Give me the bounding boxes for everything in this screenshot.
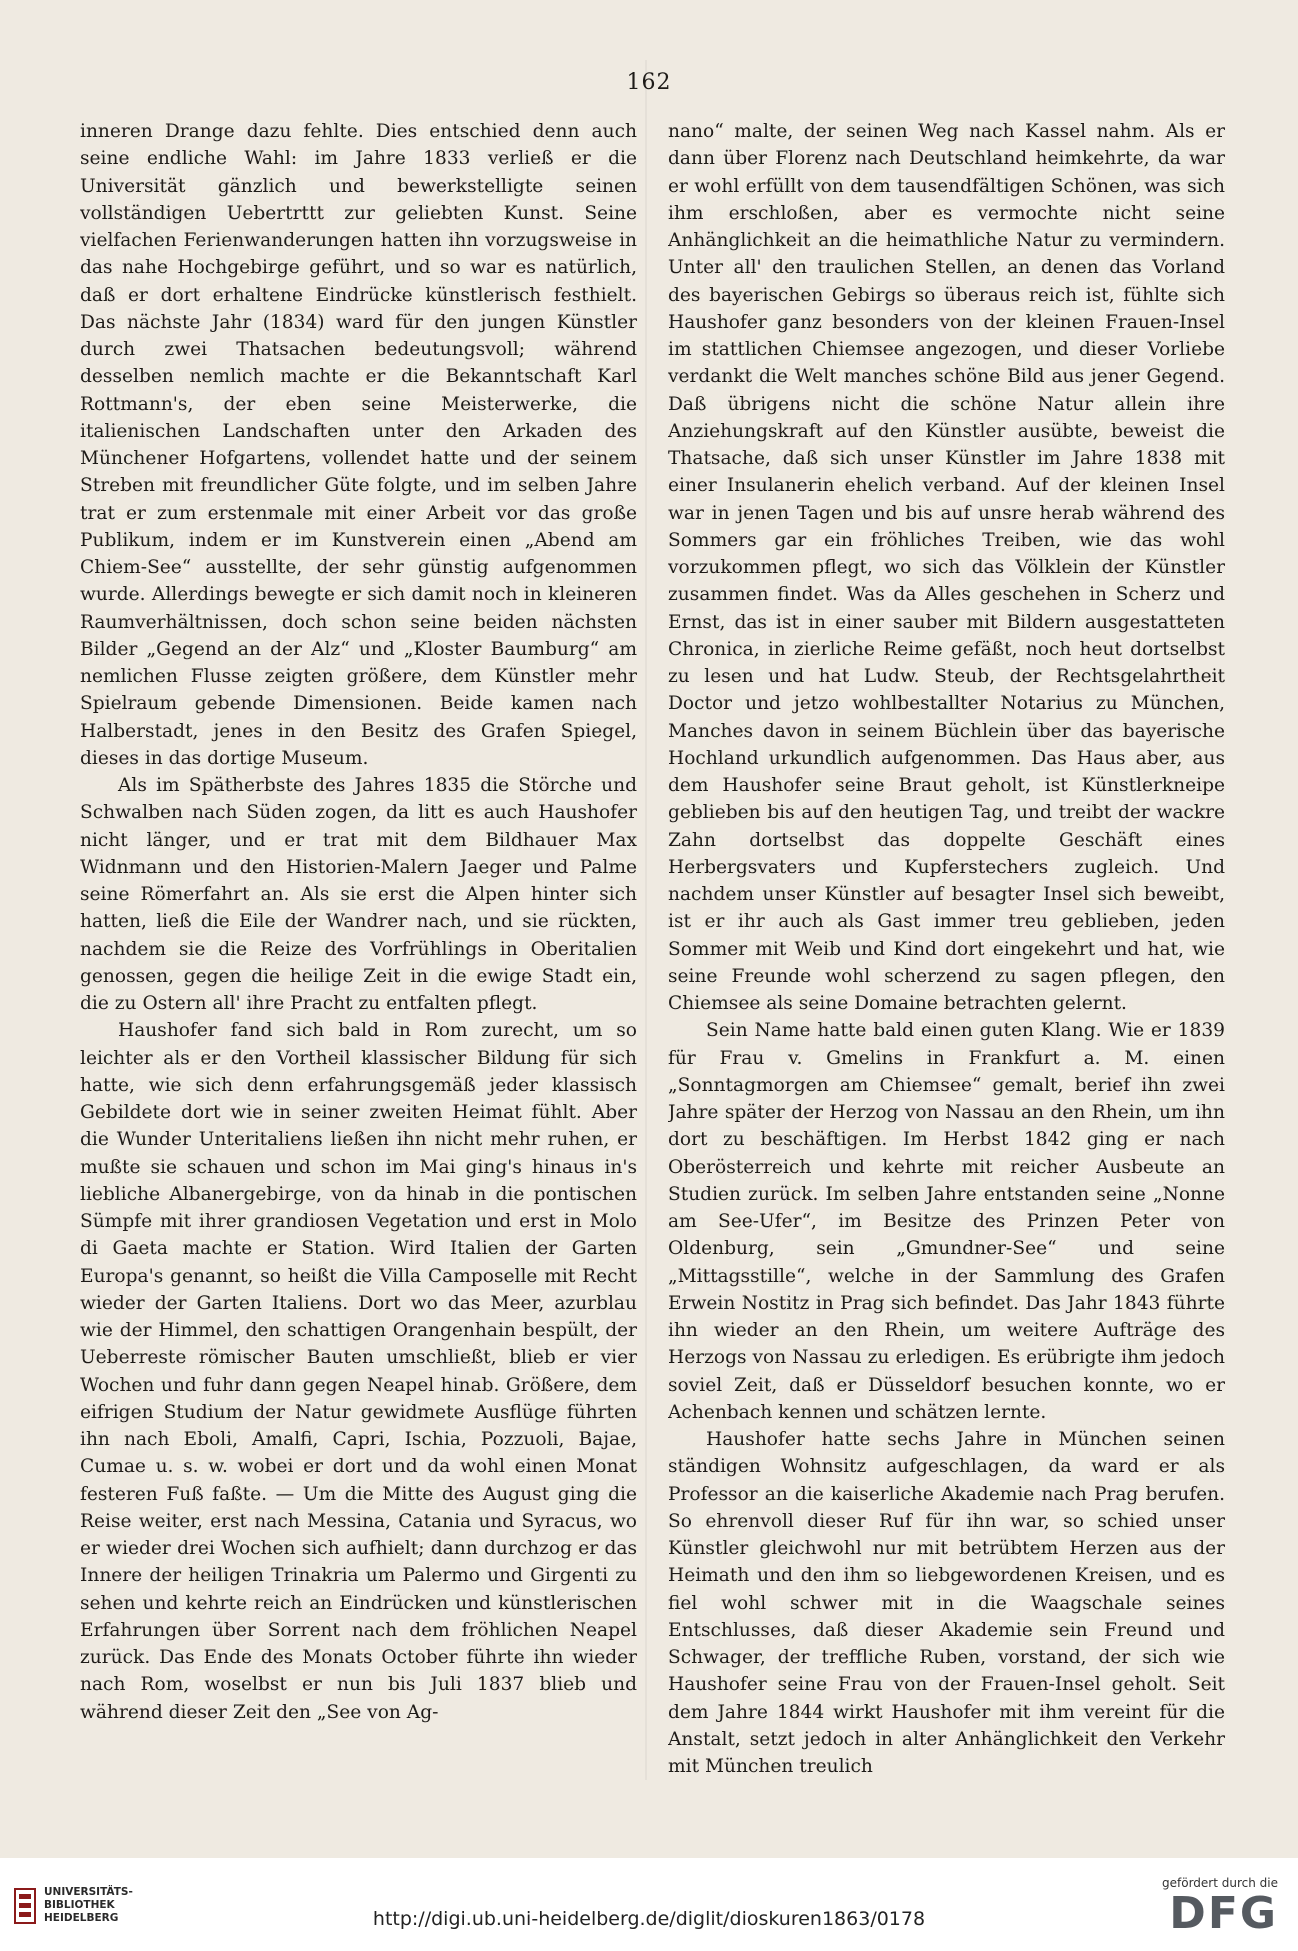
library-name: UNIVERSITÄTS- BIBLIOTHEK HEIDELBERG (44, 1886, 133, 1924)
funding-caption: gefördert durch die (1162, 1876, 1278, 1890)
paragraph: Sein Name hatte bald einen guten Klang. Wie er 1839 für Frau v. Gmelins in Frankfurt a. M. einen „Sonntagmorgen am Chiemsee“ gemalt, berief ihn zwei Jahre später der Herzog von Nassau an den Rhein, um ihn dort zu beschäftigen. Im Herbst 1842 ging er nach Oberösterreich und kehrte mit reicher Ausbeute an Studien zurück. Im selben Jahre entstanden seine „Nonne am See-Ufer“, im Besitze des Prinzen Peter von Oldenburg, sein „Gmundner-See“ und seine „Mittagsstille“, welche in der Sammlung des Grafen Erwein Nostitz in Prag sich befindet. Das Jahr 1843 führte ihn wieder an den Rhein, um weitere Aufträge des Herzogs von Nassau zu erledigen. Es erübrigte ihm jedoch soviel Zeit, daß er Düsseldorf besuchen konnte, wo er Achenbach kennen und schätzen lernte. (668, 1020, 1225, 1423)
paragraph: Haushofer hatte sechs Jahre in München seinen ständigen Wohnsitz aufgeschlagen, da ward er als Professor an die kaiserliche Akademie nach Prag berufen. So ehrenvoll dieser Ruf für ihn war, so schied unser Künstler gleichwohl nur mit betrübtem Herzen aus der Heimath und den ihm so liebgewordenen Kreisen, und es fiel wohl schwer mit in die Waagschale seines Entschlusses, daß dieser Akademie sein Freund und Schwager, der treffliche Ruben, vorstand, der sich wie Haushofer seine Frau von der Frauen-Insel geholt. Seit dem Jahre 1844 wirkt Haushofer mit ihm vereint für die Anstalt, setzt jedoch in alter Anhänglichkeit den Verkehr mit München treulich (668, 1429, 1225, 1777)
funding-credit (1108, 1876, 1278, 1938)
page-fold-shadow (645, 60, 647, 1780)
digitization-footer (0, 1858, 1298, 1951)
paragraph: nano“ malte, der seinen Weg nach Kassel nahm. Als er dann über Florenz nach Deutschland heimkehrte, da war er wohl erfüllt von dem tausendfältigen Schönen, was sich ihm erschloßen, aber es vermochte nicht seine Anhänglichkeit an die heimathliche Natur zu vermindern. Unter all' den traulichen Stellen, an denen das Vorland des bayerischen Gebirgs so überaus reich ist, fühlte sich Haushofer ganz besonders von der kleinen Frauen-Insel im stattlichen Chiemsee angezogen, und dieser Vorliebe verdankt die Welt manches schöne Bild aus jener Gegend. Daß übrigens nicht die schöne Natur allein ihre Anziehungskraft auf den Künstler ausübte, beweist die Thatsache, daß sich unser Künstler im Jahre 1838 mit einer Insulanerin ehelich verband. Auf der kleinen Insel war in jenen Tagen und bis auf unsre herab während des Sommers gar ein fröhliches Treiben, wie das wohl vorzukommen pflegt, wo sich das Völklein der Künstler zusammen findet. Was da Alles geschehen in Scherz und Ernst, das ist in einer sauber mit Bildern ausgestatteten Chronica, in zierliche Reime gefäßt, noch heut dortselbst zu lesen und hat Ludw. Steub, der Rechtsgelahrtheit Doctor und jetzo wohlbestallter Notarius zu München, Manches davon in seinem Büchlein über das bayerische Hochland urkundlich aufgenommen. Das Haus aber, aus dem Haushofer seine Braut geholt, ist Künstlerkneipe geblieben bis auf den heutigen Tag, und treibt der wackre Zahn dortselbst das doppelte Geschäft eines Herbergsvaters und Kupferstechers zugleich. Und nachdem unser Künstler auf besagter Insel sich beweibt, ist er ihr auch als Gast immer treu geblieben, jeden Sommer mit Weib und Kind dort eingekehrt und hat, wie seine Freunde wohl scherzend zu sagen pflegen, den Chiemsee als seine Domaine betrachten gelernt. (668, 121, 1225, 1014)
source-url-link[interactable]: http://digi.ub.uni-heidelberg.de/diglit/dioskuren1863/0178 (372, 1908, 926, 1930)
left-text-column (80, 118, 637, 1778)
paragraph: Als im Spätherbste des Jahres 1835 die Störche und Schwalben nach Süden zogen, da litt es auch Haushofer nicht länger, und er trat mit dem Bildhauer Max Widnmann und den Historien-Malern Jaeger und Palme seine Römerfahrt an. Als sie erst die Alpen hinter sich hatten, ließ die Eile der Wandrer nach, und sie rückten, nachdem sie die Reize des Vorfrühlings in Oberitalien genossen, gegen die heilige Zeit in die ewige Stadt ein, die zu Ostern all' ihre Pracht zu entfalten pflegt. (80, 775, 637, 1014)
paragraph: inneren Drange dazu fehlte. Dies entschied denn auch seine endliche Wahl: im Jahre 1833 verließ er die Universität gänzlich und bewerkstelligte seinen vollständigen Uebertrttt zur geliebten Kunst. Seine vielfachen Ferienwanderungen hatten ihn vorzugsweise in das nahe Hochgebirge geführt, und so war es natürlich, daß er dort erhaltene Eindrücke künstlerisch festhielt. Das nächste Jahr (1834) ward für den jungen Künstler durch zwei Thatsachen bedeutungsvoll; während desselben nemlich machte er die Bekanntschaft Karl Rottmann's, der eben seine Meisterwerke, die italienischen Landschaften unter den Arkaden des Münchener Hofgartens, vollendet hatte und der seinem Streben mit freundlicher Güte folgte, und im selben Jahre trat er zum erstenmale mit einer Arbeit vor das große Publikum, indem er im Kunstverein einen „Abend am Chiem-See“ ausstellte, der sehr günstig aufgenommen wurde. Allerdings bewegte er sich damit noch in kleineren Raumverhältnissen, doch schon seine beiden nächsten Bilder „Gegend an der Alz“ und „Kloster Baumburg“ am nemlichen Flusse zeigten größere, dem Künstler mehr Spielraum gebende Dimensionen. Beide kamen nach Halberstadt, jenes in den Besitz des Grafen Spiegel, dieses in das dortige Museum. (80, 121, 637, 769)
right-text-column (668, 118, 1225, 1778)
page-number: 162 (626, 70, 672, 95)
dfg-logo: DFG (1169, 1888, 1278, 1939)
paragraph: Haushofer fand sich bald in Rom zurecht, um so leichter als er den Vortheil klassischer Bildung für sich hatte, wie sich denn erfahrungsgemäß jeder klassisch Gebildete dort wie in seiner zweiten Heimat fühlt. Aber die Wunder Unteritaliens ließen ihn nicht mehr ruhen, er mußte sie schauen und schon im Mai ging's hinaus in's liebliche Albanergebirge, von da hinab in die pontischen Sümpfe mit ihrer grandiosen Vegetation und erst in Molo di Gaeta machte er Station. Wird Italien der Garten Europa's genannt, so heißt die Villa Camposelle mit Recht wieder der Garten Italiens. Dort wo das Meer, azurblau wie der Himmel, den schattigen Orangenhain bespült, der Ueberreste römischer Bauten umschließt, blieb er vier Wochen und fuhr dann gegen Neapel hinab. Größere, dem eifrigen Studium der Natur gewidmete Ausflüge führten ihn nach Eboli, Amalfi, Capri, Ischia, Pozzuoli, Bajae, Cumae u. s. w. wobei er dort und da wohl einen Monat festeren Fuß faßte. — Um die Mitte des August ging die Reise weiter, erst nach Messina, Catania und Syracus, wo er wieder drei Wochen sich aufhielt; dann durchzog er das Innere der heiligen Trinakria um Palermo und Girgenti zu sehen und kehrte reich an Eindrücken und künstlerischen Erfahrungen über Sorrent nach dem fröhlichen Neapel zurück. Das Ende des Monats October führte ihn wieder nach Rom, woselbst er nun bis Juli 1837 blieb und während dieser Zeit den „See von Ag- (80, 1020, 637, 1723)
